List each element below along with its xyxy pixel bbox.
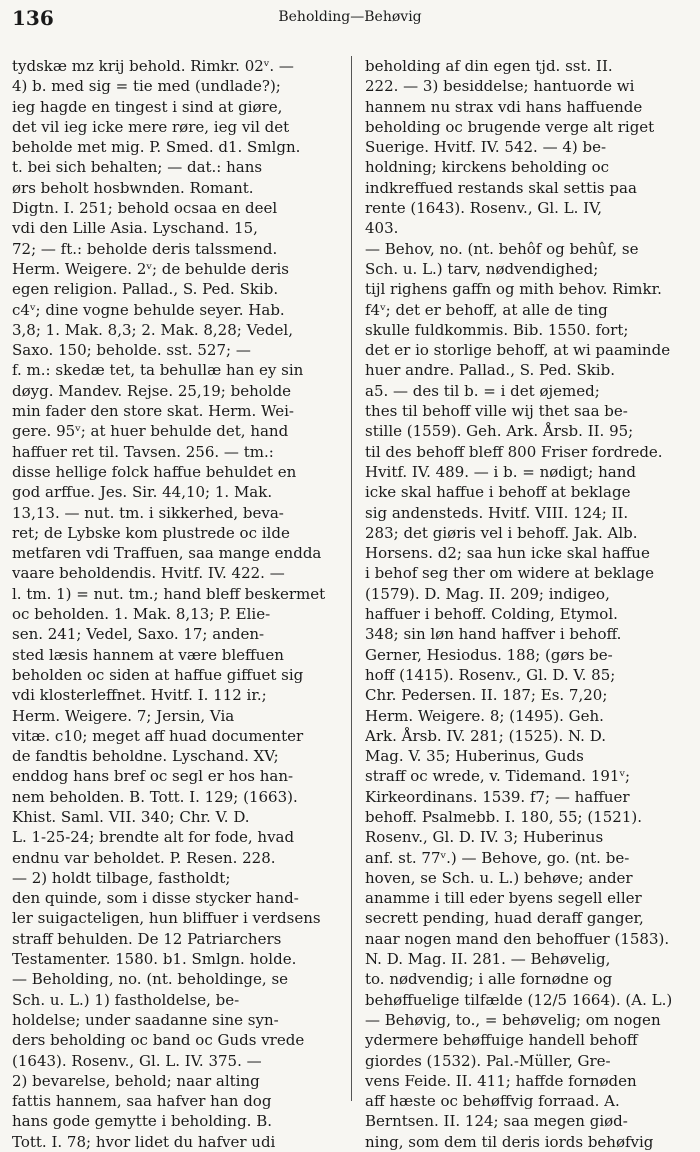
text-line: til des behoff bleff 800 Friser fordrede. bbox=[365, 442, 663, 461]
text-line: ret; de Lybske kom plustrede oc ilde bbox=[12, 523, 290, 542]
text-line: c4ᵛ; dine vogne behulde seyer. Hab. bbox=[12, 300, 285, 319]
text-line: (1579). D. Mag. II. 209; indigeo, bbox=[365, 584, 610, 603]
text-line: i behof seg ther om widere at beklage bbox=[365, 564, 654, 583]
text-line: vdi den Lille Asia. Lyschand. 15, bbox=[12, 219, 258, 238]
text-line: Sch. u. L.) tarv, nødvendighed; bbox=[365, 259, 599, 278]
text-line: holdelse; under saadanne sine syn- bbox=[12, 1010, 279, 1029]
text-line: haffuer ret til. Tavsen. 256. — tm.: bbox=[12, 442, 274, 461]
text-line: beholding oc brugende verge alt riget bbox=[365, 117, 655, 136]
page-number: 136 bbox=[12, 6, 54, 30]
text-line: aff hæste oc behøffvig forraad. A. bbox=[365, 1092, 620, 1111]
text-line: to. nødvendig; i alle fornødne og bbox=[365, 970, 613, 989]
text-line: vitæ. c10; meget aff huad documenter bbox=[12, 726, 304, 745]
text-line: f. m.: skedæ tet, ta behullæ han ey sin bbox=[12, 361, 304, 380]
text-line: min fader den store skat. Herm. Wei- bbox=[12, 402, 294, 421]
text-line: nem beholden. B. Tott. I. 129; (1663). bbox=[12, 787, 298, 806]
text-line: sted læsis hannem at være bleffuen bbox=[12, 645, 284, 664]
text-line: oc beholden. 1. Mak. 8,13; P. Elie- bbox=[12, 605, 271, 624]
right-column bbox=[365, 56, 695, 1152]
text-line: ydermere behøffuige handell behoff bbox=[365, 1031, 638, 1050]
text-line: t. bei sich behalten; — dat.: hans bbox=[12, 158, 263, 177]
text-line: 348; sin løn hand haffver i behoff. bbox=[365, 625, 622, 644]
text-line: hannem nu strax vdi hans haffuende bbox=[365, 97, 643, 116]
text-line: a5. — des til b. = i det øjemed; bbox=[365, 381, 600, 400]
text-line: Testamenter. 1580. b1. Smlgn. holde. bbox=[12, 950, 297, 969]
text-line: det vil ieg icke mere røre, ieg vil det bbox=[12, 117, 290, 136]
text-line: 283; det giøris vel i behoff. Jak. Alb. bbox=[365, 523, 638, 542]
text-line: rente (1643). Rosenv., Gl. L. IV, bbox=[365, 199, 603, 218]
text-line: tijl righens gaffn og mith behov. Rimkr. bbox=[365, 280, 662, 299]
text-line: straff behulden. De 12 Patriarchers bbox=[12, 929, 282, 948]
text-line: — Beholding, no. (nt. beholdinge, se bbox=[12, 970, 289, 989]
text-line: ders beholding oc band oc Guds vrede bbox=[12, 1031, 305, 1050]
text-line: ieg hagde en tingest i sind at giøre, bbox=[12, 97, 283, 116]
text-line: beholde met mig. P. Smed. d1. Smlgn. bbox=[12, 138, 301, 157]
text-line: 13,13. — nut. tm. i sikkerhed, beva- bbox=[12, 503, 284, 522]
text-line: Herm. Weigere. 2ᵛ; de behulde deris bbox=[12, 259, 290, 278]
text-line: Gerner, Hesiodus. 188; (gørs be- bbox=[365, 645, 613, 664]
text-line: Kirkeordinans. 1539. f7; — haffuer bbox=[365, 787, 630, 806]
text-line: Herm. Weigere. 7; Jersin, Via bbox=[12, 706, 235, 725]
text-line: anamme i till eder byens segell eller bbox=[365, 889, 642, 908]
text-line: Sch. u. L.) 1) fastholdelse, be- bbox=[12, 990, 240, 1009]
column-divider bbox=[351, 56, 352, 1101]
text-line: thes til behoff ville wij thet saa be- bbox=[365, 402, 628, 421]
text-line: anf. st. 77ᵛ.) — Behove, go. (nt. be- bbox=[365, 848, 630, 867]
text-line: 403. bbox=[365, 219, 399, 238]
text-line: N. D. Mag. II. 281. — Behøvelig, bbox=[365, 950, 611, 969]
text-line: ler suigacteligen, hun bliffuer i verdsens bbox=[12, 909, 321, 928]
text-line: god arffue. Jes. Sir. 44,10; 1. Mak. bbox=[12, 483, 273, 502]
text-line: naar nogen mand den behoffuer (1583). bbox=[365, 929, 670, 948]
text-line: indkreffued restands skal settis paa bbox=[365, 178, 637, 197]
text-line: holdning; kirckens beholding oc bbox=[365, 158, 610, 177]
text-line: egen religion. Pallad., S. Ped. Skib. bbox=[12, 280, 279, 299]
running-title: Beholding—Behøvig bbox=[278, 9, 422, 25]
text-line: Rosenv., Gl. D. IV. 3; Huberinus bbox=[365, 828, 604, 847]
text-line: (1643). Rosenv., Gl. L. IV. 375. — bbox=[12, 1051, 262, 1070]
text-line: ørs beholt hosbwnden. Romant. bbox=[12, 178, 254, 197]
text-line: metfaren vdi Traffuen, saa mange endda bbox=[12, 544, 322, 563]
text-line: sig andensteds. Hvitf. VIII. 124; II. bbox=[365, 503, 629, 522]
text-line: disse hellige folck haffue behuldet en bbox=[12, 462, 297, 481]
text-line: enddog hans bref oc segl er hos han- bbox=[12, 767, 294, 786]
text-line: tydskæ mz krij behold. Rimkr. 02ᵛ. — bbox=[12, 57, 294, 75]
text-line: vaare beholdendis. Hvitf. IV. 422. — bbox=[12, 564, 285, 583]
text-line: Chr. Pedersen. II. 187; Es. 7,20; bbox=[365, 686, 608, 705]
text-line: døyg. Mandev. Rejse. 25,19; beholde bbox=[12, 381, 292, 400]
text-line: — Behøvig, to., = behøvelig; om nogen bbox=[365, 1010, 661, 1029]
text-line: Khist. Saml. VII. 340; Chr. V. D. bbox=[12, 807, 250, 826]
text-line: Mag. V. 35; Huberinus, Guds bbox=[365, 747, 584, 766]
left-column bbox=[12, 56, 342, 1152]
text-line: Digtn. I. 251; behold ocsaa en deel bbox=[12, 199, 278, 218]
text-line: hoven, se Sch. u. L.) behøve; ander bbox=[365, 868, 633, 887]
text-line: den quinde, som i disse stycker hand- bbox=[12, 889, 299, 908]
text-line: hans gode gemytte i beholding. B. bbox=[12, 1112, 273, 1131]
text-line: icke skal haffue i behoff at beklage bbox=[365, 483, 631, 502]
text-line: det er io storlige behoff, at wi paaminde bbox=[365, 341, 671, 360]
text-line: straff oc wrede, v. Tidemand. 191ᵛ; bbox=[365, 767, 631, 786]
text-line: stille (1559). Geh. Ark. Årsb. II. 95; bbox=[365, 422, 634, 441]
text-line: 2) bevarelse, behold; naar alting bbox=[12, 1071, 260, 1090]
text-line: Tott. I. 78; hvor lidet du hafver udi bbox=[12, 1132, 276, 1151]
text-line: Herm. Weigere. 8; (1495). Geh. bbox=[365, 706, 604, 725]
text-line: L. 1-25-24; brendte alt for fode, hvad bbox=[12, 828, 295, 847]
text-line: vdi klosterleffnet. Hvitf. I. 112 ir.; bbox=[12, 686, 267, 705]
text-line: hoff (1415). Rosenv., Gl. D. V. 85; bbox=[365, 665, 616, 684]
text-line: behoff. Psalmebb. I. 180, 55; (1521). bbox=[365, 807, 642, 826]
text-line: 3,8; 1. Mak. 8,3; 2. Mak. 8,28; Vedel, bbox=[12, 320, 293, 339]
text-line: skulle fuldkommis. Bib. 1550. fort; bbox=[365, 320, 629, 339]
text-line: — Behov, no. (nt. behôf og behûf, se bbox=[365, 239, 639, 258]
text-line: f4ᵛ; det er behoff, at alle de ting bbox=[365, 300, 608, 319]
text-line: 72; — ft.: beholde deris talssmend. bbox=[12, 239, 278, 258]
text-line: — 2) holdt tilbage, fastholdt; bbox=[12, 868, 231, 887]
text-line: giordes (1532). Pal.-Müller, Gre- bbox=[365, 1051, 611, 1070]
text-line: sen. 241; Vedel, Saxo. 17; anden- bbox=[12, 625, 265, 644]
text-line: 222. — 3) besiddelse; hantuorde wi bbox=[365, 77, 635, 96]
text-line: Ark. Årsb. IV. 281; (1525). N. D. bbox=[365, 726, 606, 745]
text-line: Berntsen. II. 124; saa megen giød- bbox=[365, 1112, 628, 1131]
text-line: Suerige. Hvitf. IV. 542. — 4) be- bbox=[365, 138, 607, 157]
text-line: ning, som dem til deris iords behøfvig bbox=[365, 1132, 654, 1151]
text-line: Horsens. d2; saa hun icke skal haffue bbox=[365, 544, 650, 563]
text-line: l. tm. 1) = nut. tm.; hand bleff beskermet bbox=[12, 584, 326, 603]
text-line: Saxo. 150; beholde. sst. 527; — bbox=[12, 341, 251, 360]
text-line: gere. 95ᵛ; at huer behulde det, hand bbox=[12, 422, 289, 441]
text-line: endnu var beholdet. P. Resen. 228. bbox=[12, 848, 276, 867]
text-line: beholding af din egen tjd. sst. II. bbox=[365, 57, 613, 75]
text-line: behøffuelige tilfælde (12/5 1664). (A. L.) bbox=[365, 990, 673, 1009]
page-header bbox=[0, 0, 700, 40]
text-line: secrett pending, huad deraff ganger, bbox=[365, 909, 644, 928]
text-line: de fandtis beholdne. Lyschand. XV; bbox=[12, 747, 279, 766]
text-line: beholden oc siden at haffue giffuet sig bbox=[12, 665, 304, 684]
text-line: 4) b. med sig = tie med (undlade?); bbox=[12, 77, 281, 96]
text-line: fattis hannem, saa hafver han dog bbox=[12, 1092, 272, 1111]
text-line: vens Feide. II. 411; haffde fornøden bbox=[365, 1071, 637, 1090]
text-line: Hvitf. IV. 489. — i b. = nødigt; hand bbox=[365, 462, 636, 481]
text-line: haffuer i behoff. Colding, Etymol. bbox=[365, 605, 618, 624]
text-line: huer andre. Pallad., S. Ped. Skib. bbox=[365, 361, 615, 380]
